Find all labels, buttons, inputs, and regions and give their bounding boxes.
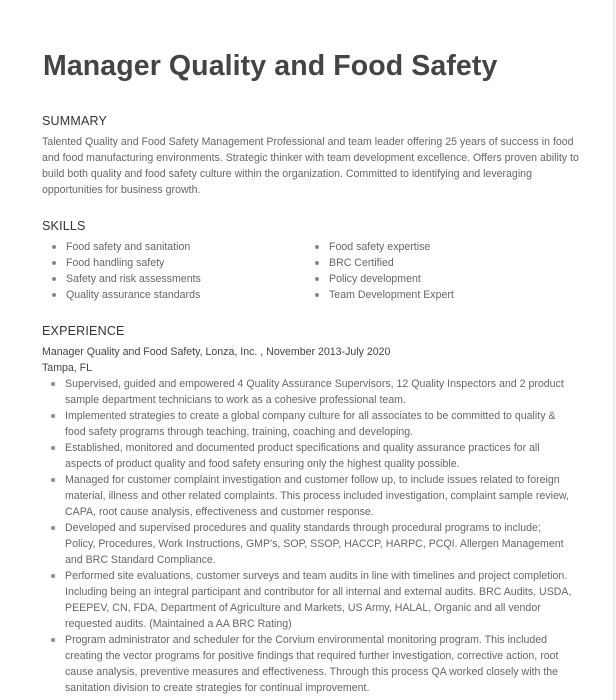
skill-item: Policy development [315, 271, 454, 287]
skills-list-left [52, 239, 201, 303]
job-location: Tampa, FL [42, 362, 93, 374]
resume-title: Manager Quality and Food Safety [43, 50, 498, 82]
summary-text: Talented Quality and Food Safety Management Professional and team leader offering 25 years of success in food and food manufacturing environments. Strategic thinker with team development excellence. Offers proven ability to build both quality and food safety culture within the organization. Committed to identifying and leveraging opportunities for business growth. [42, 136, 579, 196]
skill-item: Food safety expertise [315, 239, 454, 255]
job-bullet: Implemented strategies to create a global company culture for all associates to be committed to quality & food safety programs through teaching, training, coaching and developing. [50, 408, 573, 440]
skills-heading: SKILLS [42, 219, 86, 233]
job-bullet: Established, monitored and documented product specifications and quality assurance practices for all aspects of product quality and food safety ensuring only the highest quality possible. [50, 440, 573, 472]
skill-item: Team Development Expert [315, 287, 454, 303]
summary-heading: SUMMARY [42, 114, 108, 128]
skill-item: Safety and risk assessments [52, 271, 201, 287]
job-bullet: Supervised, guided and empowered 4 Quality Assurance Supervisors, 12 Quality Inspectors and 2 product sample department technicians to work as a cohesive professional team. [50, 376, 573, 408]
skill-item: BRC Certified [315, 255, 454, 271]
job-header: Manager Quality and Food Safety, Lonza, Inc. , November 2013-July 2020 [42, 346, 391, 358]
experience-heading: EXPERIENCE [42, 324, 125, 338]
skill-item: Food handling safety [52, 255, 201, 271]
job-bullets [50, 376, 573, 696]
job-bullet: Managed for customer complaint investigation and customer follow up, to include issues related to foreign material, illness and other related complaints. This process included investigation, complaint sample review, CAPA, root cause analysis, effectiveness and customer response. [50, 472, 573, 520]
skill-item: Quality assurance standards [52, 287, 201, 303]
job-bullet: Program administrator and scheduler for the Corvium environmental monitoring program. This included creating the vector programs for positive findings that required further investigation, corrective action, root cause analysis, preventive measures and effectiveness. Through this process QA worked closely with the sanitation division to create strategies for continual improvement. [50, 632, 573, 696]
job-bullet: Developed and supervised procedures and quality standards through procedural programs to include; Policy, Procedures, Work Instructions, GMP's, SOP, SSOP, HACCP, HARPC, PCQI. Allergen Management and BRC Standard Compliance. [50, 520, 573, 568]
skills-list-right [315, 239, 454, 303]
skill-item: Food safety and sanitation [52, 239, 201, 255]
job-bullet: Performed site evaluations, customer surveys and team audits in line with timelines and project completion. Including being an integral participant and contributor for all internal and external audits. BRC Audits, USDA, PEEPEV, CN, FDA, Department of Agriculture and Markets, US Army, HALAL, Organic and all vendor requested audits. (Maintained a AA BRC Rating) [50, 568, 573, 632]
